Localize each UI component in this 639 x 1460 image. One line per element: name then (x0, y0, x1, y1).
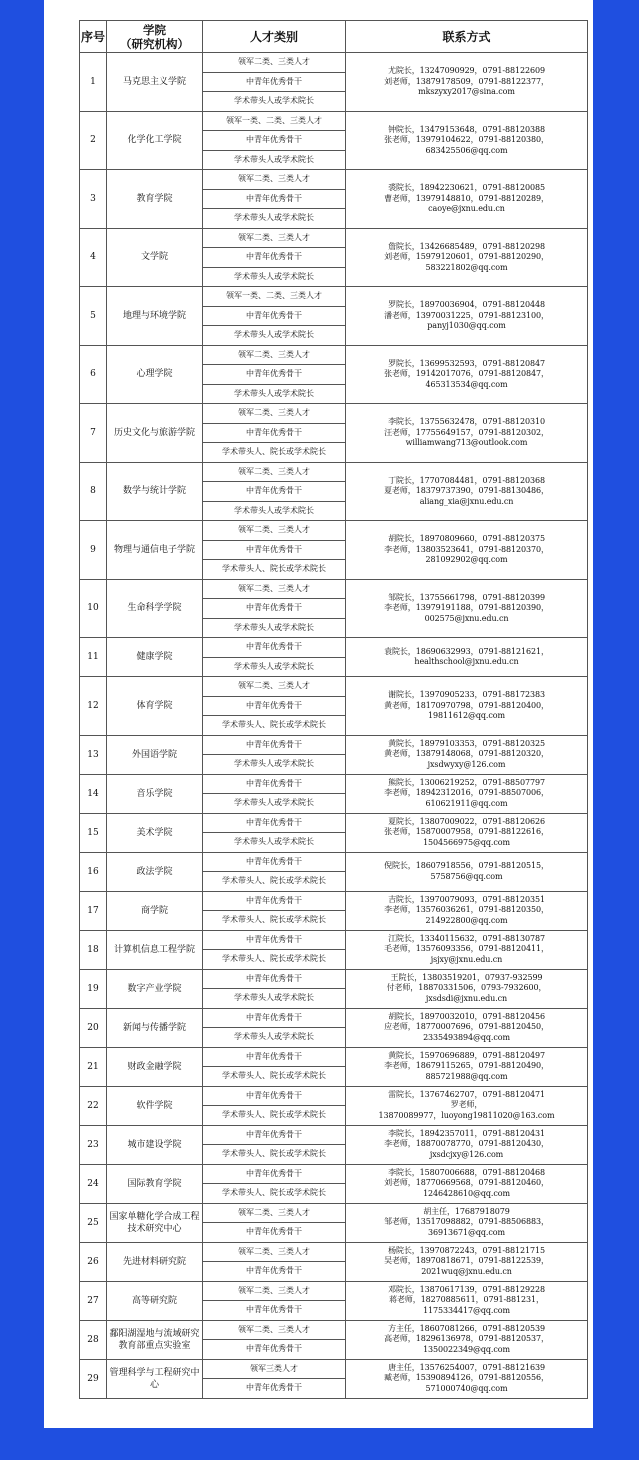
row-index: 24 (80, 1164, 107, 1203)
college-name: 管理科学与工程研究中心 (107, 1359, 203, 1398)
contact-line: 2335493894@qq.com (423, 1032, 510, 1042)
talent-category: 中青年优秀骨干 (203, 930, 346, 950)
contact-line: 1246428610@qq.com (423, 1188, 510, 1198)
contact-line: 方主任，18607081266，0791-88120539 (388, 1323, 545, 1333)
talent-category: 中青年优秀骨干 (203, 891, 346, 911)
table-row (80, 930, 588, 950)
contact-line: 江院长，13340115632，0791-88130787 (388, 933, 545, 943)
contact-line: 李老师，13979191188，0791-88120390， (384, 603, 549, 612)
talent-category: 中青年优秀骨干 (203, 365, 346, 385)
college-name: 文学院 (107, 228, 203, 287)
college-name: 心理学院 (107, 345, 203, 404)
talent-category: 领军二类、三类人才 (203, 404, 346, 424)
table-row (80, 677, 588, 697)
table-row (80, 1086, 588, 1106)
college-name: 化学化工学院 (107, 111, 203, 170)
talent-category: 领军二类、三类人才 (203, 462, 346, 482)
talent-category: 中青年优秀骨干 (203, 638, 346, 658)
talent-category: 中青年优秀骨干 (203, 852, 346, 872)
contact-info (346, 1281, 588, 1320)
contact-line: 胡院长，18970809660，0791-88120375 (388, 534, 545, 543)
contact-line: 黄老师，13879148068，0791-88120320， (384, 749, 549, 759)
contact-line: 李老师，18870078770，0791-88120430， (384, 1139, 549, 1149)
table-row (80, 53, 588, 73)
talent-category: 领军二类、三类人才 (203, 228, 346, 248)
contact-line: 詹院长，13426685489，0791-88120298 (388, 241, 545, 251)
talent-category: 学术带头人、院长或学术院长 (203, 911, 346, 931)
contact-line: healthschool@jxnu.edu.cn (414, 657, 519, 666)
college-name: 健康学院 (107, 638, 203, 677)
contact-line: 583221802@qq.com (425, 262, 508, 272)
contact-info (346, 462, 588, 521)
talent-category: 中青年优秀骨干 (203, 1301, 346, 1321)
talent-category: 中青年优秀骨干 (203, 1340, 346, 1360)
talent-category: 学术带头人或学术院长 (203, 384, 346, 404)
contact-line: 夏院长，13807009022，0791-88120626 (388, 816, 545, 826)
contact-line: 谢院长，13970905233，0791-88172383 (388, 690, 545, 699)
college-name: 新闻与传播学院 (107, 1008, 203, 1047)
table-row (80, 813, 588, 833)
table-row (80, 228, 588, 248)
table-row (80, 1164, 588, 1184)
contact-line: 黄院长，15970696889，0791-88120497 (388, 1050, 545, 1060)
contact-line: 倪院长，18607918556，0791-88120515， (384, 861, 549, 870)
contact-info (346, 1008, 588, 1047)
contact-line: 1175334417@qq.com (423, 1305, 510, 1315)
talent-category: 领军二类、三类人才 (203, 345, 346, 365)
talent-category: 领军一类、二类、三类人才 (203, 287, 346, 307)
talent-category: 学术带头人或学术院长 (203, 657, 346, 677)
college-name: 先进材料研究院 (107, 1242, 203, 1281)
row-index: 22 (80, 1086, 107, 1125)
header-college-line1: 学院 (143, 22, 166, 37)
talent-category: 领军二类、三类人才 (203, 521, 346, 541)
contact-line: 黄老师，18170970798，0791-88120400， (384, 700, 549, 710)
table-body (80, 53, 588, 1399)
contact-line: caoye@jxnu.edu.cn (428, 204, 505, 213)
contact-info (346, 521, 588, 580)
talent-category: 领军二类、三类人才 (203, 579, 346, 599)
contact-line: 潘老师，13970031225，0791-88123100， (384, 310, 549, 320)
contact-line: 李院长，13755632478，0791-88120310 (388, 417, 545, 426)
college-name: 国际教育学院 (107, 1164, 203, 1203)
talent-category: 中青年优秀骨干 (203, 1125, 346, 1145)
college-name: 软件学院 (107, 1086, 203, 1125)
contact-line: 夏老师，18379737390，0791-88130486， (384, 486, 549, 495)
contact-line: aliang_xia@jxnu.edu.cn (419, 496, 514, 506)
row-index: 7 (80, 404, 107, 463)
table-row (80, 1281, 588, 1301)
row-index: 16 (80, 852, 107, 891)
talent-category: 中青年优秀骨干 (203, 306, 346, 326)
header-college (107, 21, 203, 53)
contact-line: 丁院长，17707084481，0791-88120368 (388, 475, 545, 485)
college-name: 外国语学院 (107, 735, 203, 774)
talent-category: 中青年优秀骨干 (203, 189, 346, 209)
talent-category: 学术带头人或学术院长 (203, 989, 346, 1009)
talent-category: 中青年优秀骨干 (203, 540, 346, 560)
contact-info (346, 170, 588, 229)
contact-info (346, 53, 588, 112)
contact-line: 熊院长，13006219252，0791-88507797 (388, 777, 545, 787)
talent-category: 领军三类人才 (203, 1359, 346, 1379)
talent-category: 学术带头人或学术院长 (203, 209, 346, 229)
row-index: 9 (80, 521, 107, 580)
college-name: 商学院 (107, 891, 203, 930)
talent-category: 学术带头人、院长或学术院长 (203, 1145, 346, 1165)
table-row (80, 287, 588, 307)
contact-line: 吉院长，13970079093，0791-88120351 (388, 894, 545, 904)
row-index: 10 (80, 579, 107, 638)
contact-line: 尤院长，13247090929，0791-88122609 (388, 66, 545, 75)
college-name: 鄱阳湖湿地与流域研究教育部重点实验室 (107, 1320, 203, 1359)
contact-info (346, 1359, 588, 1398)
contact-line: 曹老师，13979148810，0791-88120289， (384, 193, 549, 203)
contact-line: 李院长，15807006688，0791-88120468 (388, 1167, 545, 1177)
contact-info (346, 287, 588, 346)
contact-line: 5758756@qq.com (430, 871, 503, 881)
contact-line: 002575@jxnu.edu.cn (424, 613, 509, 623)
table-row (80, 1008, 588, 1028)
table-row (80, 1320, 588, 1340)
college-name: 教育学院 (107, 170, 203, 229)
talent-category: 领军二类、三类人才 (203, 677, 346, 697)
contact-info (346, 930, 588, 969)
talent-category: 中青年优秀骨干 (203, 482, 346, 502)
header-college-line2: （研究机构） (120, 36, 189, 51)
talent-category: 学术带头人或学术院长 (203, 618, 346, 638)
college-name: 地理与环境学院 (107, 287, 203, 346)
college-name: 数字产业学院 (107, 969, 203, 1008)
contact-info (346, 1203, 588, 1242)
contact-line: panyj1030@qq.com (427, 321, 506, 330)
contact-line: 刘老师，15979120601，0791-88120290， (384, 252, 549, 261)
talent-category: 中青年优秀骨干 (203, 735, 346, 755)
table-row (80, 1203, 588, 1223)
talent-category: 学术带头人、院长或学术院长 (203, 1184, 346, 1204)
talent-category: 学术带头人或学术院长 (203, 326, 346, 346)
contact-info (346, 345, 588, 404)
contact-line: 罗院长，18970036904，0791-88120448 (388, 300, 545, 309)
talent-category: 学术带头人、院长或学术院长 (203, 443, 346, 463)
table-row (80, 774, 588, 794)
contact-line: 应老师，18770007696，0791-88120450， (384, 1022, 549, 1032)
contact-line: 黄院长，18979103353，0791-88120325 (388, 738, 545, 748)
talent-category: 学术带头人或学术院长 (203, 150, 346, 170)
college-name: 马克思主义学院 (107, 53, 203, 112)
table-row (80, 521, 588, 541)
table-row (80, 462, 588, 482)
contact-line: 臧老师，15390894126，0791-88120556， (384, 1373, 549, 1383)
contact-info (346, 1125, 588, 1164)
contact-info (346, 1242, 588, 1281)
header-index: 序号 (80, 21, 107, 53)
college-name: 计算机信息工程学院 (107, 930, 203, 969)
row-index: 21 (80, 1047, 107, 1086)
talent-category: 学术带头人或学术院长 (203, 501, 346, 521)
contact-line: 蒋老师，18270885611，0791-881231， (389, 1295, 544, 1305)
talent-category: 中青年优秀骨干 (203, 72, 346, 92)
contact-line: 1350022349@qq.com (423, 1344, 510, 1354)
contact-line: 13870089977，luoyong19811020@163.com (378, 1110, 555, 1120)
document-sheet (44, 0, 593, 1428)
talent-category: 领军二类、三类人才 (203, 1203, 346, 1223)
contact-line: 邹院长，13755661798，0791-88120399 (388, 592, 545, 602)
talent-category: 中青年优秀骨干 (203, 1164, 346, 1184)
contact-line: 胡主任，17687918079 (423, 1206, 510, 1216)
table-row (80, 1125, 588, 1145)
talent-category: 中青年优秀骨干 (203, 1086, 346, 1106)
college-name: 政法学院 (107, 852, 203, 891)
talent-contact-table (79, 20, 588, 1399)
contact-info (346, 228, 588, 287)
college-name: 国家单糖化学合成工程技术研究中心 (107, 1203, 203, 1242)
talent-category: 学术带头人或学术院长 (203, 833, 346, 853)
contact-line: 杨院长，13970872243，0791-88121715 (388, 1245, 545, 1255)
table-row (80, 852, 588, 872)
contact-info (346, 813, 588, 852)
contact-info (346, 677, 588, 736)
table-row (80, 735, 588, 755)
contact-line: 邓院长，13870617139，0791-88129228 (388, 1284, 545, 1294)
contact-info (346, 1320, 588, 1359)
contact-line: 李老师，13803523641，0791-88120370， (384, 544, 549, 554)
contact-line: 571000740@qq.com (425, 1383, 508, 1393)
contact-line: 465313534@qq.com (425, 379, 508, 389)
row-index: 2 (80, 111, 107, 170)
table-row (80, 345, 588, 365)
table-row (80, 1359, 588, 1379)
contact-info (346, 404, 588, 463)
college-name: 美术学院 (107, 813, 203, 852)
contact-line: 邹老师，13517098882，0791-88506883， (384, 1217, 549, 1227)
talent-category: 学术带头人、院长或学术院长 (203, 872, 346, 892)
contact-line: 罗院长，13699532593，0791-88120847 (388, 358, 545, 368)
talent-category: 学术带头人、院长或学术院长 (203, 560, 346, 580)
talent-category: 领军二类、三类人才 (203, 170, 346, 190)
college-name: 城市建设学院 (107, 1125, 203, 1164)
contact-info (346, 1086, 588, 1125)
college-name: 物理与通信电子学院 (107, 521, 203, 580)
contact-line: 张老师，19142017076，0791-88120847， (384, 369, 549, 378)
contact-line: 毛老师，13576093356，0791-88120411， (384, 944, 549, 954)
contact-line: 19811612@qq.com (428, 711, 505, 720)
talent-category: 中青年优秀骨干 (203, 774, 346, 794)
table-row (80, 404, 588, 424)
contact-info (346, 735, 588, 774)
talent-category: 学术带头人或学术院长 (203, 755, 346, 775)
contact-line: jxsdwyxy@126.com (427, 759, 506, 769)
row-index: 27 (80, 1281, 107, 1320)
college-name: 财政金融学院 (107, 1047, 203, 1086)
row-index: 8 (80, 462, 107, 521)
talent-category: 领军二类、三类人才 (203, 1320, 346, 1340)
contact-line: 罗老师， (450, 1100, 483, 1110)
talent-category: 学术带头人、院长或学术院长 (203, 1106, 346, 1126)
talent-category: 学术带头人、院长或学术院长 (203, 950, 346, 970)
contact-line: 281092902@qq.com (425, 555, 508, 564)
contact-line: 885721988@qq.com (425, 1071, 508, 1081)
talent-category: 中青年优秀骨干 (203, 131, 346, 151)
talent-category: 领军一类、二类、三类人才 (203, 111, 346, 131)
row-index: 28 (80, 1320, 107, 1359)
contact-info (346, 638, 588, 677)
table-header-row (80, 21, 588, 53)
row-index: 4 (80, 228, 107, 287)
contact-line: 2021wuq@jxnu.edu.cn (421, 1266, 512, 1276)
talent-category: 学术带头人或学术院长 (203, 92, 346, 112)
contact-line: 雷院长，13767462707，0791-88120471 (388, 1089, 545, 1099)
table-row (80, 891, 588, 911)
row-index: 29 (80, 1359, 107, 1398)
contact-line: 吴老师，18970818671，0791-88122539， (384, 1256, 549, 1266)
contact-line: mkszyxy2017@sina.com (418, 87, 515, 96)
college-name: 音乐学院 (107, 774, 203, 813)
talent-category: 中青年优秀骨干 (203, 1008, 346, 1028)
talent-category: 学术带头人、院长或学术院长 (203, 716, 346, 736)
row-index: 25 (80, 1203, 107, 1242)
row-index: 17 (80, 891, 107, 930)
contact-line: 汪老师，17755649157，0791-88120302， (384, 427, 549, 437)
college-name: 生命科学学院 (107, 579, 203, 638)
row-index: 26 (80, 1242, 107, 1281)
contact-info (346, 1164, 588, 1203)
contact-info (346, 969, 588, 1008)
header-category: 人才类别 (203, 21, 346, 53)
row-index: 20 (80, 1008, 107, 1047)
contact-line: 钟院长，13479153648，0791-88120388 (388, 124, 545, 134)
contact-line: 610621911@qq.com (425, 798, 508, 808)
talent-category: 中青年优秀骨干 (203, 248, 346, 268)
talent-category: 中青年优秀骨干 (203, 1047, 346, 1067)
row-index: 12 (80, 677, 107, 736)
contact-info (346, 891, 588, 930)
contact-info (346, 852, 588, 891)
contact-line: 王院长，13803519201，07937-932599 (390, 972, 543, 982)
row-index: 5 (80, 287, 107, 346)
table-row (80, 170, 588, 190)
contact-line: 1504566975@qq.com (423, 837, 510, 847)
talent-category: 领军二类、三类人才 (203, 1242, 346, 1262)
table-row (80, 1047, 588, 1067)
row-index: 14 (80, 774, 107, 813)
talent-category: 中青年优秀骨干 (203, 599, 346, 619)
contact-line: 214922800@qq.com (425, 915, 508, 925)
table-row (80, 1242, 588, 1262)
college-name: 历史文化与旅游学院 (107, 404, 203, 463)
talent-category: 学术带头人或学术院长 (203, 1028, 346, 1048)
contact-line: 刘老师，18770669568，0791-88120460， (384, 1178, 549, 1188)
contact-info (346, 774, 588, 813)
talent-category: 中青年优秀骨干 (203, 423, 346, 443)
row-index: 1 (80, 53, 107, 112)
table-row (80, 969, 588, 989)
row-index: 3 (80, 170, 107, 229)
contact-line: 张老师，15870007958，0791-88122616， (384, 827, 549, 837)
contact-line: 高老师，18296136978，0791-88120537， (384, 1334, 549, 1344)
talent-category: 领军二类、三类人才 (203, 53, 346, 73)
college-name: 体育学院 (107, 677, 203, 736)
contact-line: jxsdsdi@jxnu.edu.cn (425, 993, 508, 1003)
row-index: 13 (80, 735, 107, 774)
contact-line: 唐主任，13576254007，0791-88121639 (388, 1362, 545, 1372)
table-row (80, 638, 588, 658)
talent-category: 中青年优秀骨干 (203, 1223, 346, 1243)
contact-line: 李老师，18679115265，0791-88120490， (384, 1061, 549, 1071)
talent-category: 中青年优秀骨干 (203, 969, 346, 989)
talent-category: 学术带头人、院长或学术院长 (203, 1067, 346, 1087)
row-index: 19 (80, 969, 107, 1008)
contact-line: jxsdcjxy@126.com (429, 1149, 504, 1159)
talent-category: 中青年优秀骨干 (203, 1262, 346, 1282)
contact-line: 付老师，18870331506，0793-7932600， (386, 983, 547, 993)
contact-line: 李院长，18942357011，0791-88120431 (388, 1128, 545, 1138)
contact-line: 袁院长，18690632993，0791-88121621， (384, 646, 549, 656)
talent-category: 学术带头人或学术院长 (203, 794, 346, 814)
contact-line: 36913671@qq.com (428, 1227, 505, 1237)
contact-info (346, 579, 588, 638)
college-name: 高等研究院 (107, 1281, 203, 1320)
contact-line: 683425506@qq.com (425, 145, 508, 155)
talent-category: 中青年优秀骨干 (203, 696, 346, 716)
contact-line: jsjxy@jxnu.edu.cn (430, 954, 503, 964)
row-index: 18 (80, 930, 107, 969)
talent-category: 学术带头人或学术院长 (203, 267, 346, 287)
talent-category: 中青年优秀骨干 (203, 1379, 346, 1399)
row-index: 11 (80, 638, 107, 677)
contact-line: williamwang713@outlook.com (405, 438, 528, 447)
contact-line: 裘院长，18942230621，0791-88120085 (388, 183, 545, 192)
row-index: 23 (80, 1125, 107, 1164)
talent-category: 领军二类、三类人才 (203, 1281, 346, 1301)
table-row (80, 111, 588, 131)
contact-info (346, 1047, 588, 1086)
contact-line: 张老师，13979104622，0791-88120380， (384, 135, 549, 144)
contact-line: 李老师，18942312016，0791-88507006， (384, 788, 549, 798)
table-row (80, 579, 588, 599)
contact-line: 胡院长，18970032010，0791-88120456 (388, 1011, 545, 1021)
contact-info (346, 111, 588, 170)
row-index: 15 (80, 813, 107, 852)
row-index: 6 (80, 345, 107, 404)
contact-line: 刘老师，13879178509，0791-88122377， (384, 76, 549, 86)
header-contact: 联系方式 (346, 21, 588, 53)
contact-line: 李老师，13576036261，0791-88120350， (384, 905, 549, 915)
college-name: 数学与统计学院 (107, 462, 203, 521)
talent-category: 中青年优秀骨干 (203, 813, 346, 833)
